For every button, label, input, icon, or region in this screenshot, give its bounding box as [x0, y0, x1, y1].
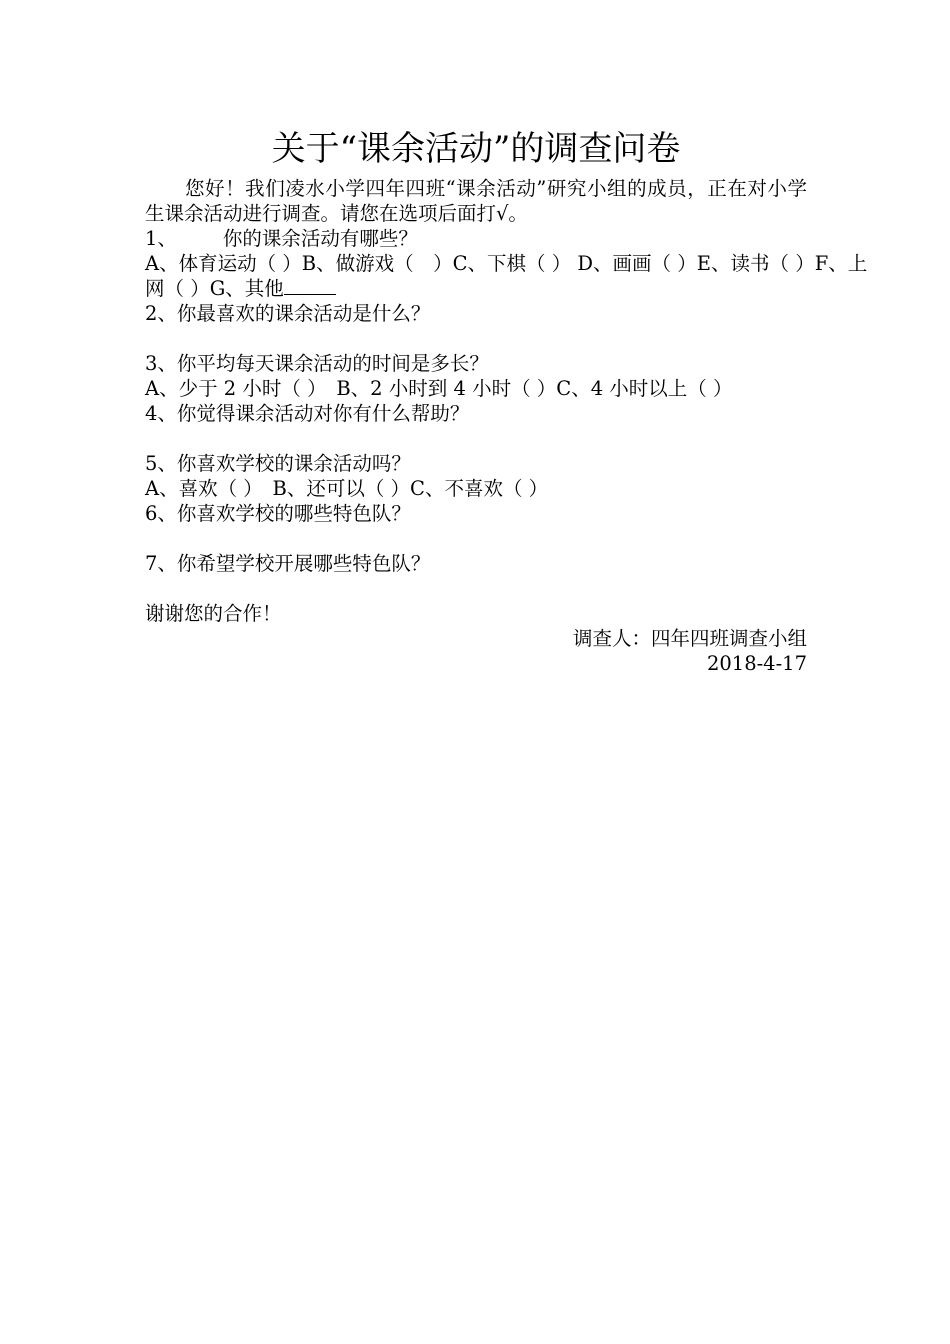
question-1-number: 1、 — [145, 227, 177, 250]
other-answer-blank[interactable] — [284, 276, 336, 295]
question-1-options-text: 网（ ）G、其他 — [145, 277, 284, 300]
question-3-options: A、少于 2 小时（ ） B、2 小时到 4 小时（ ）C、4 小时以上（ ） — [145, 377, 733, 400]
question-7: 7、你希望学校开展哪些特色队？ — [145, 552, 431, 575]
question-6: 6、你喜欢学校的哪些特色队？ — [145, 502, 411, 525]
question-1-text: 你的课余活动有哪些？ — [222, 227, 418, 250]
date: 2018-4-17 — [706, 652, 807, 675]
question-1-options-line-1: A、体育运动（ ）B、做游戏（ ）C、下棋（ ） D、画画（ ）E、读书（ ）F、上 — [145, 252, 868, 275]
question-5: 5、你喜欢学校的课余活动吗？ — [145, 452, 411, 475]
answer-space-7 — [145, 576, 807, 601]
page-title: 关于“课余活动”的调查问卷 — [271, 129, 681, 169]
answer-space-4 — [145, 426, 807, 451]
question-5-options: A、喜欢（ ） B、还可以（ ）C、不喜欢（ ） — [145, 477, 549, 500]
question-4: 4、你觉得课余活动对你有什么帮助？ — [145, 402, 470, 425]
answer-space-6 — [145, 526, 807, 551]
signature: 调查人：四年四班调查小组 — [572, 627, 807, 650]
intro-paragraph: 您好！我们凌水小学四年四班“课余活动”研究小组的成员，正在对小学生课余活动进行调查。请您在选项后面打√。 — [145, 177, 807, 225]
question-1 — [145, 226, 807, 251]
question-3: 3、你平均每天课余活动的时间是多长？ — [145, 352, 489, 375]
answer-space-2 — [145, 326, 807, 351]
thanks-text: 谢谢您的合作！ — [145, 602, 282, 625]
question-2: 2、你最喜欢的课余活动是什么？ — [145, 302, 431, 325]
questionnaire-page — [145, 122, 868, 676]
question-1-options-line-2 — [145, 276, 807, 301]
